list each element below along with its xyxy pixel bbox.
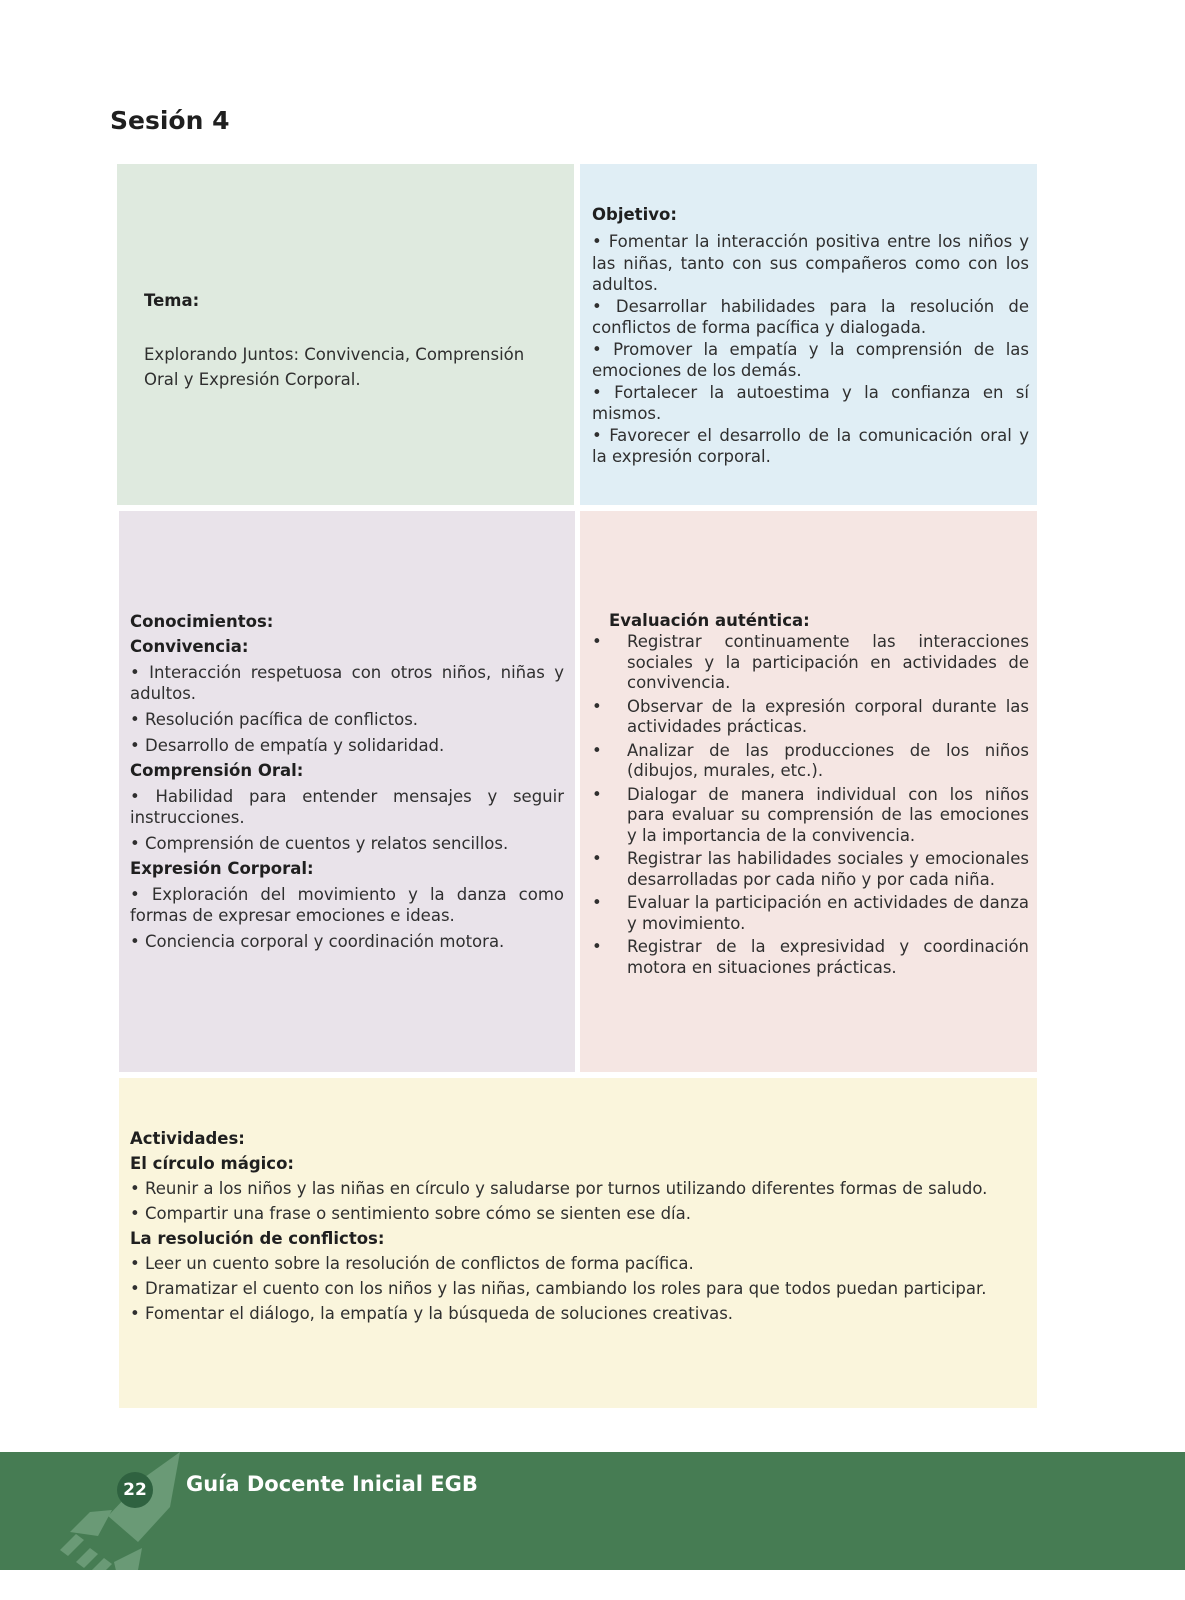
objetivo-item: • Fomentar la interacción positiva entre los niños y las niñas, tanto con sus compañeros como con los adultos. [592, 231, 1029, 296]
objetivo-item: • Fortalecer la autoestima y la confianza en sí mismos. [592, 382, 1029, 425]
expresion-item: • Exploración del movimiento y la danza como formas de expresar emociones e ideas. [130, 884, 564, 926]
rocket-icon [50, 1452, 190, 1570]
evaluacion-item: • Registrar de la expresividad y coordinación motora en situaciones prácticas. [592, 937, 1029, 978]
actividades-cell [119, 1078, 1037, 1408]
evaluacion-item: • Registrar continuamente las interacciones sociales y la participación en actividades de convivencia. [592, 632, 1029, 694]
resolucion-heading: La resolución de conflictos: [130, 1229, 385, 1248]
evaluacion-list [592, 632, 1029, 978]
objetivo-item: • Promover la empatía y la comprensión de las emociones de los demás. [592, 339, 1029, 382]
footer [0, 1452, 1185, 1570]
page-title: Sesión 4 [110, 106, 230, 135]
evaluacion-cell [580, 511, 1037, 1072]
convivencia-item: • Desarrollo de empatía y solidaridad. [130, 735, 564, 756]
circulo-item: • Reunir a los niños y las niñas en círculo y saludarse por turnos utilizando diferentes formas de saludo. [130, 1178, 1010, 1199]
circulo-heading: El círculo mágico: [130, 1154, 295, 1173]
tema-cell [117, 164, 574, 505]
actividades-label: Actividades: [130, 1129, 245, 1148]
expresion-item: • Conciencia corporal y coordinación motora. [130, 931, 564, 952]
comprension-item: • Comprensión de cuentos y relatos sencillos. [130, 833, 564, 854]
resolucion-item: • Fomentar el diálogo, la empatía y la búsqueda de soluciones creativas. [130, 1303, 1010, 1324]
convivencia-heading: Convivencia: [130, 637, 249, 656]
objetivo-cell [580, 164, 1037, 505]
convivencia-item: • Interacción respetuosa con otros niños, niñas y adultos. [130, 662, 564, 704]
objetivo-label: Objetivo: [592, 205, 677, 224]
evaluacion-item: • Registrar las habilidades sociales y emocionales desarrolladas por cada niño y por cada niña. [592, 849, 1029, 890]
comprension-item: • Habilidad para entender mensajes y seguir instrucciones. [130, 786, 564, 828]
conocimientos-cell [119, 511, 575, 1072]
tema-text: Explorando Juntos: Convivencia, Comprensión Oral y Expresión Corporal. [144, 345, 525, 389]
page-number: 22 [117, 1472, 153, 1508]
comprension-heading: Comprensión Oral: [130, 761, 304, 780]
resolucion-item: • Leer un cuento sobre la resolución de conflictos de forma pacífica. [130, 1253, 1010, 1274]
footer-title: Guía Docente Inicial EGB [186, 1472, 478, 1496]
evaluacion-item: • Evaluar la participación en actividades de danza y movimiento. [592, 893, 1029, 934]
objetivo-item: • Favorecer el desarrollo de la comunicación oral y la expresión corporal. [592, 425, 1029, 468]
tema-label: Tema: [144, 291, 200, 310]
resolucion-item: • Dramatizar el cuento con los niños y las niñas, cambiando los roles para que todos puedan participar. [130, 1278, 1010, 1299]
evaluacion-item: • Analizar de las producciones de los niños (dibujos, murales, etc.). [592, 741, 1029, 782]
conocimientos-label: Conocimientos: [130, 612, 274, 631]
circulo-item: • Compartir una frase o sentimiento sobre cómo se sienten ese día. [130, 1203, 1010, 1224]
evaluacion-item: • Observar de la expresión corporal durante las actividades prácticas. [592, 697, 1029, 738]
objetivo-item: • Desarrollar habilidades para la resolución de conflictos de forma pacífica y dialogada. [592, 296, 1029, 339]
expresion-heading: Expresión Corporal: [130, 859, 314, 878]
convivencia-item: • Resolución pacífica de conflictos. [130, 709, 564, 730]
evaluacion-item: • Dialogar de manera individual con los niños para evaluar su comprensión de las emociones y la importancia de la convivencia. [592, 785, 1029, 847]
evaluacion-label: Evaluación auténtica: [609, 611, 810, 630]
